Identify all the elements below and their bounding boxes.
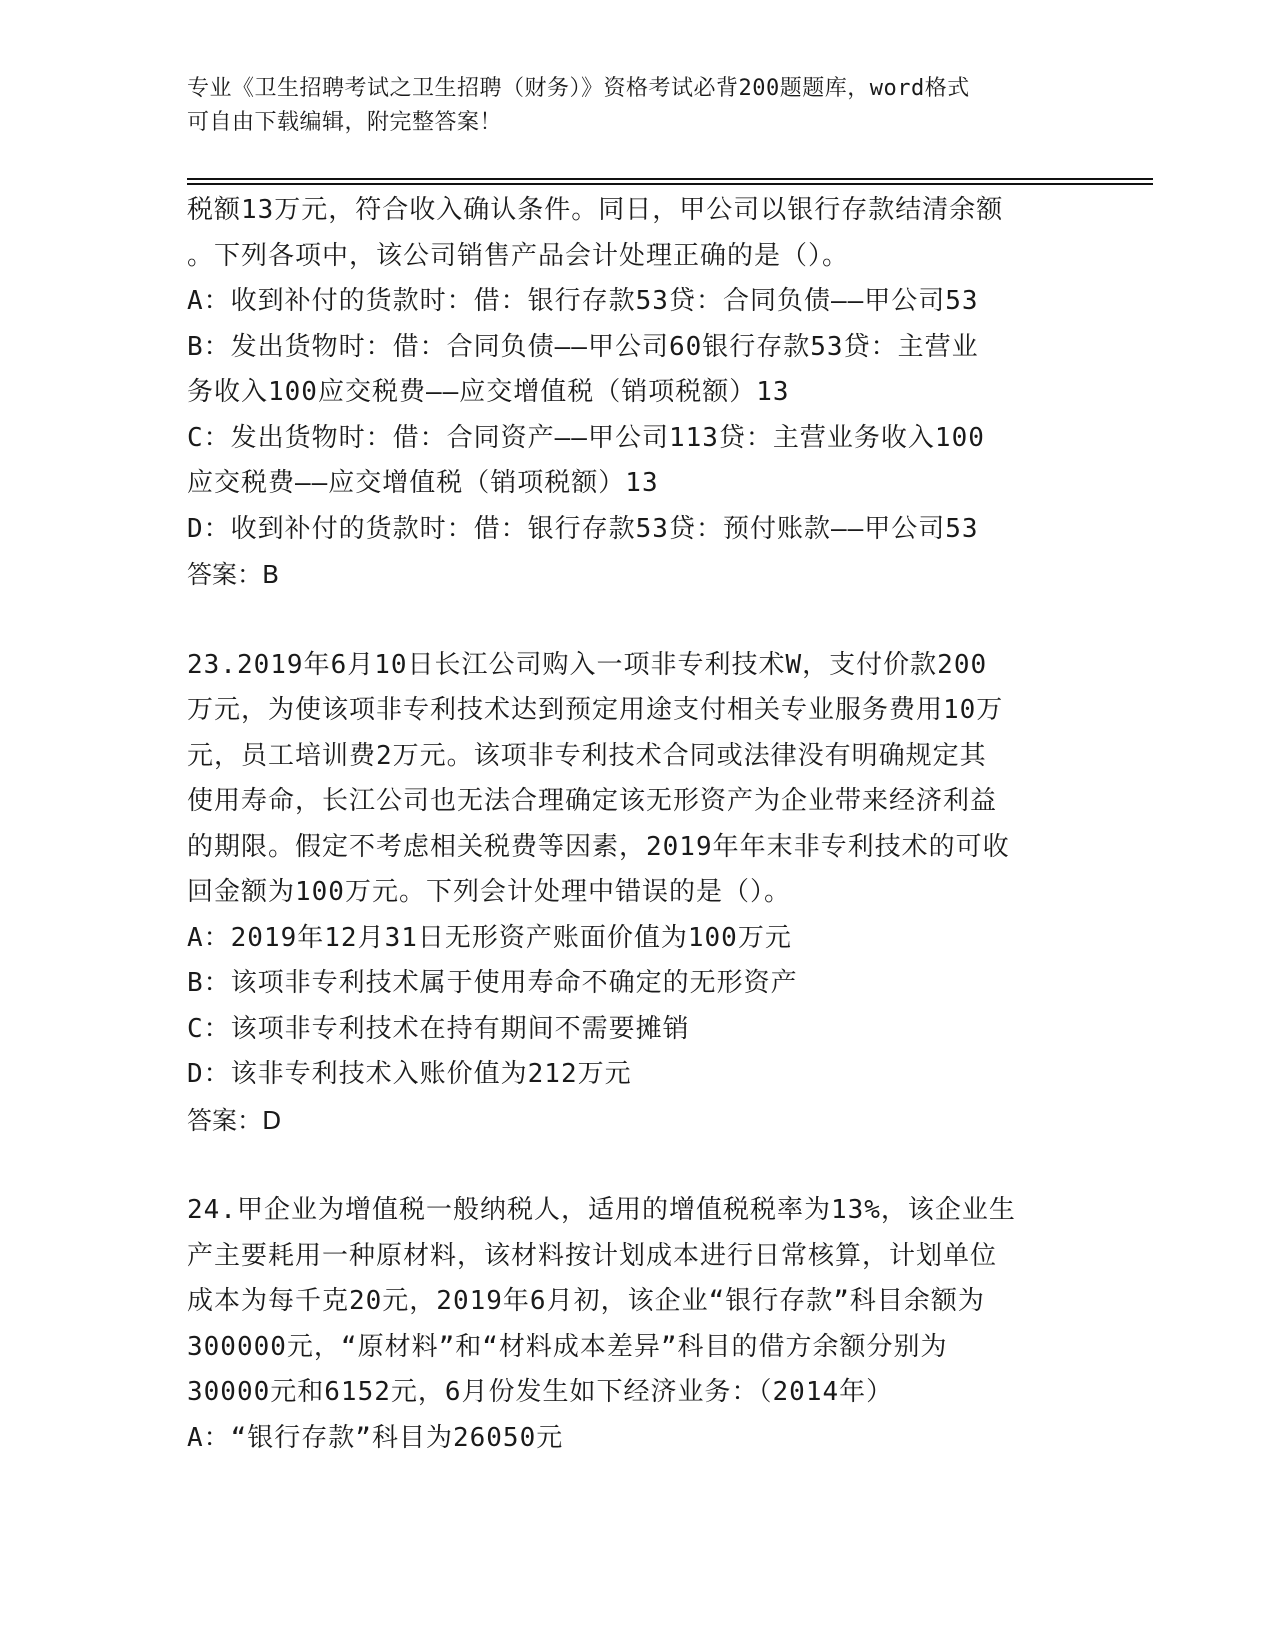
header-divider-bottom xyxy=(187,183,1153,185)
answer-label: 答案：D xyxy=(187,1105,282,1135)
spacer xyxy=(187,1143,1087,1188)
question-22 xyxy=(187,188,1087,598)
option-c: C：发出货物时：借：合同资产——甲公司113贷：主营业务收入100 xyxy=(187,422,985,453)
header-title-line-1: 专业《卫生招聘考试之卫生招聘（财务）》资格考试必背200题题库，word格式 xyxy=(187,76,970,101)
option-c-continued: 应交税费——应交增值税（销项税额）13 xyxy=(187,468,659,498)
option-a: A：2019年12月31日无形资产账面价值为100万元 xyxy=(187,922,792,953)
spacer xyxy=(187,598,1087,643)
question-text-line: 万元，为使该项非专利技术达到预定用途支付相关专业服务费用10万 xyxy=(187,695,1004,725)
question-text-line: 的期限。假定不考虑相关税费等因素，2019年年末非专利技术的可收 xyxy=(187,831,1010,862)
question-24 xyxy=(187,1188,1087,1461)
question-text-line: 成本为每千克20元，2019年6月初，该企业“银行存款”科目余额为 xyxy=(187,1286,985,1316)
option-d: D：收到补付的货款时：借：银行存款53贷：预付账款——甲公司53 xyxy=(187,513,979,544)
question-23 xyxy=(187,643,1087,1144)
question-text-line: 产主要耗用一种原材料，该材料按计划成本进行日常核算，计划单位 xyxy=(187,1240,998,1271)
question-text-line: 。下列各项中，该公司销售产品会计处理正确的是（）。 xyxy=(187,240,850,271)
question-text-line: 税额13万元，符合收入确认条件。同日，甲公司以银行存款结清余额 xyxy=(187,195,1004,225)
question-text-line: 30000元和6152元，6月份发生如下经济业务：（2014年） xyxy=(187,1377,894,1407)
option-c: C：该项非专利技术在持有期间不需要摊销 xyxy=(187,1013,690,1044)
document-header xyxy=(187,72,1067,140)
header-divider-top xyxy=(187,178,1153,180)
question-text-line: 24.甲企业为增值税一般纳税人，适用的增值税税率为13%，该企业生 xyxy=(187,1195,1016,1225)
option-d: D：该非专利技术入账价值为212万元 xyxy=(187,1059,632,1089)
option-a: A：收到补付的货款时：借：银行存款53贷：合同负债——甲公司53 xyxy=(187,286,979,316)
option-b: B：发出货物时：借：合同负债——甲公司60银行存款53贷：主营业 xyxy=(187,331,979,362)
header-title-line-2: 可自由下载编辑，附完整答案！ xyxy=(187,110,503,135)
question-content xyxy=(187,188,1087,1461)
answer-label: 答案：B xyxy=(187,560,280,589)
question-text-line: 元，员工培训费2万元。该项非专利技术合同或法律没有明确规定其 xyxy=(187,740,987,771)
question-text-line: 使用寿命，长江公司也无法合理确定该无形资产为企业带来经济利益 xyxy=(187,786,998,816)
question-text-line: 300000元，“原材料”和“材料成本差异”科目的借方余额分别为 xyxy=(187,1331,948,1362)
option-b-continued: 务收入100应交税费——应交增值税（销项税额）13 xyxy=(187,377,790,407)
option-a: A：“银行存款”科目为26050元 xyxy=(187,1422,564,1453)
question-text-line: 回金额为100万元。下列会计处理中错误的是（）。 xyxy=(187,877,791,907)
option-b: B：该项非专利技术属于使用寿命不确定的无形资产 xyxy=(187,968,798,998)
question-text-line: 23.2019年6月10日长江公司购入一项非专利技术W，支付价款200 xyxy=(187,649,988,680)
